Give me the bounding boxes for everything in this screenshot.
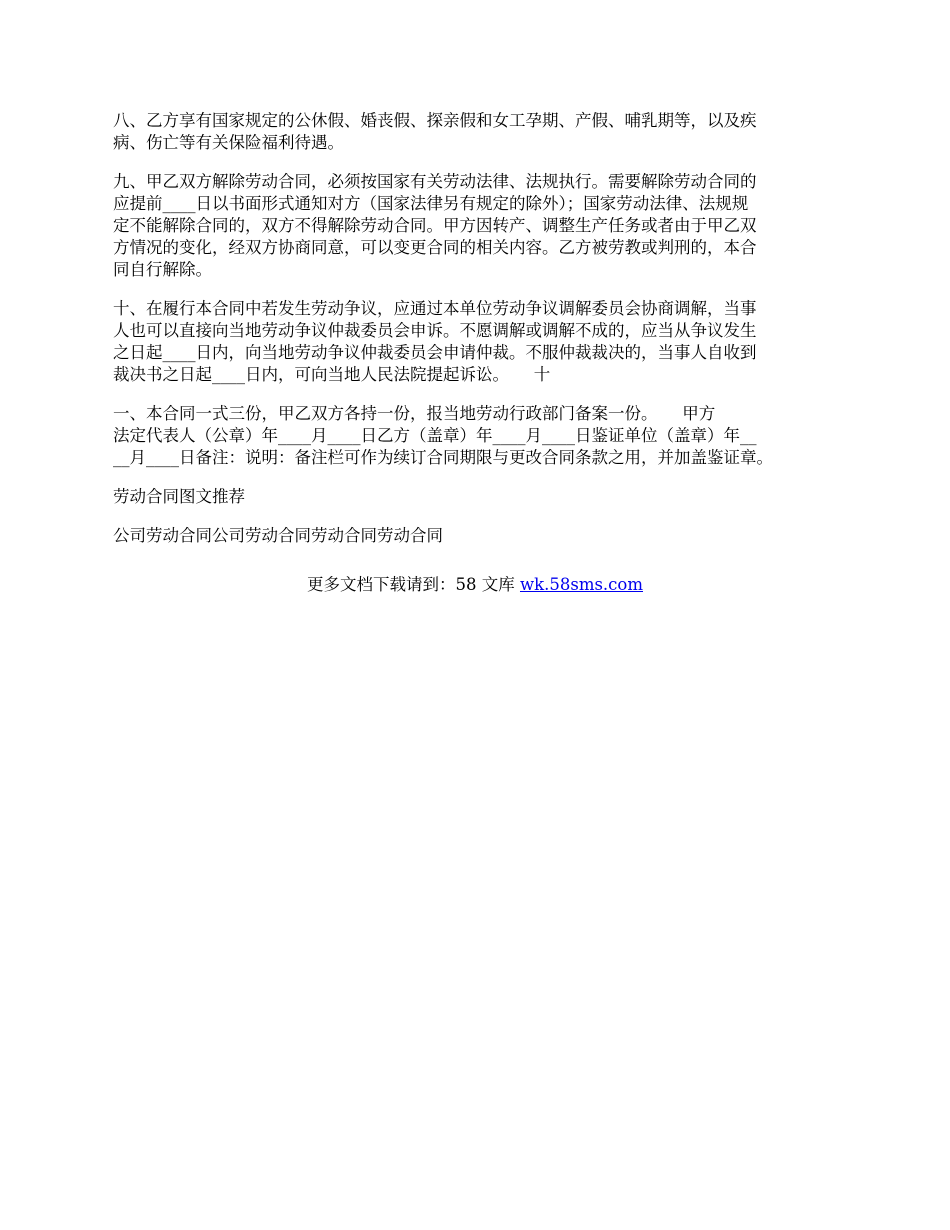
document-body [113,110,843,564]
website-link[interactable]: wk.58sms.com [519,575,643,594]
text-line: 应提前____日以书面形式通知对方（国家法律另有规定的除外）；国家劳动法律、法规规 [113,194,749,213]
paragraph-copies-signatures [113,403,843,469]
text-line: 病、伤亡等有关保险福利待遇。 [113,133,344,152]
paragraph-contract-termination [113,171,843,281]
text-line: 劳动合同图文推荐 [113,487,245,506]
text-line: 十、在履行本合同中若发生劳动争议，应通过本单位劳动争议调解委员会协商调解，当事 [113,299,757,318]
text-line: 裁决书之日起____日内，可向当地人民法院提起诉讼。 十 [113,365,551,384]
paragraph-leave-benefits [113,110,843,154]
text-line: 九、甲乙双方解除劳动合同，必须按国家有关劳动法律、法规执行。需要解除劳动合同的 [113,172,757,191]
footer-prefix: 更多文档下载请到：58 文库 [306,575,520,594]
text-line: 八、乙方享有国家规定的公休假、婚丧假、探亲假和女工孕期、产假、哺乳期等，以及疾 [113,111,757,130]
text-line: 公司劳动合同公司劳动合同劳动合同劳动合同 [113,526,443,545]
text-line: 人也可以直接向当地劳动争议仲裁委员会申诉。不愿调解或调解不成的，应当从争议发生 [113,321,757,340]
text-line: 之日起____日内，向当地劳动争议仲裁委员会申请仲裁。不服仲裁裁决的，当事人自收到 [113,343,757,362]
paragraph-related-contracts [113,525,843,547]
text-line: __月____日备注：说明：备注栏可作为续订合同期限与更改合同条款之用，并加盖鉴证章。 [113,448,773,467]
text-line: 一、本合同一式三份，甲乙双方各持一份，报当地劳动行政部门备案一份。 甲方 [113,404,716,423]
download-footer [0,574,950,596]
text-line: 方情况的变化，经双方协商同意，可以变更合同的相关内容。乙方被劳教或判刑的，本合 [113,238,757,257]
text-line: 定不能解除合同的，双方不得解除劳动合同。甲方因转产、调整生产任务或者由于甲乙双 [113,216,757,235]
text-line: 同自行解除。 [113,260,212,279]
text-line: 法定代表人（公章）年____月____日乙方（盖章）年____月____日鉴证单位（盖章）年__ [113,426,757,445]
paragraph-recommendation-heading [113,486,843,508]
paragraph-labor-dispute [113,298,843,386]
